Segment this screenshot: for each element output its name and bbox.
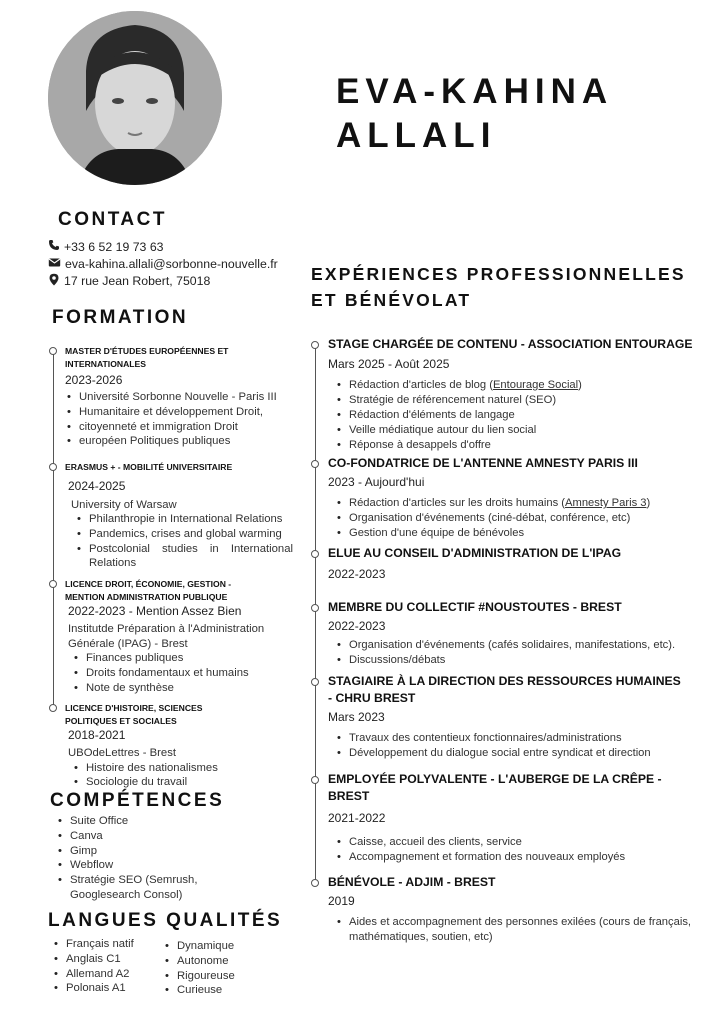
experience-entry-4 [310, 599, 710, 668]
experience-title-3: ELUE AU CONSEIL D'ADMINISTRATION DE L'IPAG [328, 546, 622, 560]
experience-title-1: STAGE CHARGÉE DE CONTENU - ASSOCIATION ENTOURAGE [328, 337, 693, 351]
list-item: • Droits fondamentaux et humains [72, 666, 278, 681]
timeline-dot [49, 463, 57, 471]
langues-qualites-title: LANGUES QUALITÉS [48, 910, 283, 931]
experience-date-1: Mars 2025 - Août 2025 [328, 357, 450, 371]
experience-list-1 [335, 378, 710, 453]
experience-entry-2 [310, 455, 710, 541]
formation-entry-2 [48, 461, 293, 571]
list-item: • Discussions/débats [335, 653, 710, 668]
profile-photo [48, 11, 222, 185]
last-name: ALLALI [336, 116, 497, 155]
experience-list-6 [335, 835, 710, 865]
list-item: • Anglais C1 [52, 952, 134, 967]
experiences-title-line-2: ET BÉNÉVOLAT [311, 290, 472, 310]
experience-entry-7 [310, 874, 710, 945]
timeline-dot [311, 879, 319, 887]
contact-block [48, 239, 278, 290]
list-item: • Réponse à desappels d'offre [335, 438, 710, 453]
list-item: • Stratégie de référencement naturel (SEO) [335, 393, 710, 408]
phone-icon [48, 239, 64, 256]
list-item: • Rédaction d'articles de blog (Entourage Social) [335, 378, 710, 393]
formation-title-1: MASTER D'ÉTUDES EUROPÉENNES ET INTERNATIONALES [65, 346, 229, 369]
list-item: • Finances publiques [72, 651, 278, 666]
list-item: • Histoire des nationalismes [72, 761, 235, 776]
experience-date-7: 2019 [328, 894, 355, 908]
list-item: • Postcolonial studies in International Relations [75, 542, 293, 572]
experience-list-2 [335, 496, 710, 541]
entourage-social-link[interactable]: Entourage Social [492, 379, 579, 391]
formation-title-4: LICENCE D'HISTOIRE, SCIENCES POLITIQUES ET SOCIALES [65, 703, 203, 726]
contact-address [48, 273, 278, 290]
first-name: EVA-KAHINA [336, 72, 614, 111]
list-item: • Caisse, accueil des clients, service [335, 835, 710, 850]
list-item: • Philanthropie in International Relations [75, 512, 293, 527]
list-item: • Allemand A2 [52, 967, 134, 982]
formation-entry-3 [48, 578, 278, 696]
list-item: • Suite Office [56, 814, 226, 829]
list-item: • Université Sorbonne Nouvelle - Paris III [65, 390, 277, 405]
formation-list-3 [72, 651, 278, 695]
profile-photo-illustration [48, 11, 222, 185]
phone-number: +33 6 52 19 73 63 [64, 240, 164, 254]
formation-list-4 [72, 761, 235, 791]
experience-date-2: 2023 - Aujourd'hui [328, 475, 425, 489]
list-item: • Accompagnement et formation des nouveaux employés [335, 850, 710, 865]
list-item: • Autonome [163, 954, 235, 969]
list-item: • Gimp [56, 844, 226, 859]
experience-entry-1 [310, 336, 710, 453]
contact-email[interactable] [48, 256, 278, 273]
list-item: • européen Politiques publiques [65, 434, 277, 449]
experience-title-2: CO-FONDATRICE DE L'ANTENNE AMNESTY PARIS III [328, 456, 638, 470]
candidate-name [336, 70, 613, 158]
formation-school-2: University of Warsaw [71, 498, 177, 511]
languages-list [52, 937, 134, 996]
experience-date-4: 2022-2023 [328, 619, 386, 633]
list-item: • citoyenneté et immigration Droit [65, 420, 277, 435]
list-item: • Canva [56, 829, 226, 844]
email-address: eva-kahina.allali@sorbonne-nouvelle.fr [65, 257, 278, 271]
experience-entry-3 [310, 545, 710, 582]
list-item: • Rédaction d'éléments de langage [335, 408, 710, 423]
qualites-list [163, 939, 235, 998]
competences-list [56, 814, 226, 903]
list-item: • Webflow [56, 858, 226, 873]
list-item: • Organisation d'événements (ciné-débat, conférence, etc) [335, 511, 710, 526]
formation-entry-1 [48, 345, 277, 449]
formation-list-1 [65, 390, 277, 449]
timeline-dot [311, 550, 319, 558]
timeline-dot [311, 460, 319, 468]
formation-list-2 [75, 512, 293, 571]
postal-address: 17 rue Jean Robert, 75018 [64, 274, 211, 288]
list-item: • Développement du dialogue social entre syndicat et direction [335, 746, 710, 761]
list-item: • Travaux des contentieux fonctionnaires/administrations [335, 731, 710, 746]
timeline-dot [311, 678, 319, 686]
formation-date-1: 2023-2026 [65, 373, 123, 387]
experience-title-4: MEMBRE DU COLLECTIF #NOUSTOUTES - BREST [328, 600, 622, 614]
contact-phone[interactable] [48, 239, 278, 256]
list-item: • Français natif [52, 937, 134, 952]
location-pin-icon [48, 273, 64, 291]
formation-school-4: UBOdeLettres - Brest [68, 747, 176, 759]
contact-title: CONTACT [58, 209, 167, 230]
experience-date-5: Mars 2023 [328, 710, 385, 724]
list-item: • Curieuse [163, 983, 235, 998]
experience-list-5 [335, 731, 710, 761]
list-item: • Stratégie SEO (Semrush, Googlesearch Consol) [56, 873, 226, 903]
list-item: • Aides et accompagnement des personnes exilées (cours de français, mathématiques, soutien, etc) [335, 915, 705, 945]
list-item: • Veille médiatique autour du lien social [335, 423, 710, 438]
list-item: • Dynamique [163, 939, 235, 954]
list-item: • Rigoureuse [163, 969, 235, 984]
formation-school-3: Institutde Préparation à l'Administration Générale (IPAG) - Brest [68, 623, 265, 650]
list-item: • Gestion d'une équipe de bénévoles [335, 526, 710, 541]
experience-title-5: STAGIAIRE À LA DIRECTION DES RESSOURCES HUMAINES - CHRU BREST [328, 674, 681, 705]
formation-title: FORMATION [52, 307, 189, 328]
list-item: • Pandemics, crises and global warming [75, 527, 293, 542]
experience-list-4 [335, 638, 710, 668]
formation-title-3: LICENCE DROIT, ÉCONOMIE, GESTION - MENTION ADMINISTRATION PUBLIQUE [65, 579, 232, 602]
experience-entry-6 [310, 771, 710, 865]
formation-date-2: 2024-2025 [68, 478, 126, 493]
experience-entry-5 [310, 673, 710, 761]
experience-date-6: 2021-2022 [328, 811, 386, 825]
list-item: • Sociologie du travail [72, 775, 235, 790]
formation-date-3: 2022-2023 - Mention Assez Bien [68, 604, 242, 618]
list-item: • Polonais A1 [52, 981, 134, 996]
timeline-dot [49, 347, 57, 355]
list-item: • Organisation d'événements (cafés solidaires, manifestations, etc). [335, 638, 710, 653]
timeline-dot [311, 776, 319, 784]
competences-title: COMPÉTENCES [50, 790, 225, 811]
timeline-dot [311, 341, 319, 349]
timeline-dot [311, 604, 319, 612]
timeline-dot [49, 580, 57, 588]
formation-entry-4 [48, 702, 235, 790]
experience-date-3: 2022-2023 [328, 567, 386, 581]
list-item: • Rédaction d'articles sur les droits humains (Amnesty Paris 3) [335, 496, 710, 511]
email-icon [48, 256, 65, 273]
experiences-title-line-1: EXPÉRIENCES PROFESSIONNELLES [311, 264, 686, 284]
experience-title-7: BÉNÉVOLE - ADJIM - BREST [328, 875, 496, 889]
amnesty-paris-3-link[interactable]: Amnesty Paris 3 [565, 497, 647, 509]
formation-date-4: 2018-2021 [68, 728, 126, 742]
formation-title-2: ERASMUS + - MOBILITÉ UNIVERSITAIRE [65, 462, 233, 472]
timeline-dot [49, 704, 57, 712]
experience-list-7 [335, 915, 705, 945]
list-item: • Humanitaire et développement Droit, [65, 405, 277, 420]
experience-title-6: EMPLOYÉE POLYVALENTE - L'AUBERGE DE LA CRÊPE - BREST [328, 772, 662, 803]
list-item: • Note de synthèse [72, 681, 278, 696]
experiences-title [311, 261, 686, 313]
